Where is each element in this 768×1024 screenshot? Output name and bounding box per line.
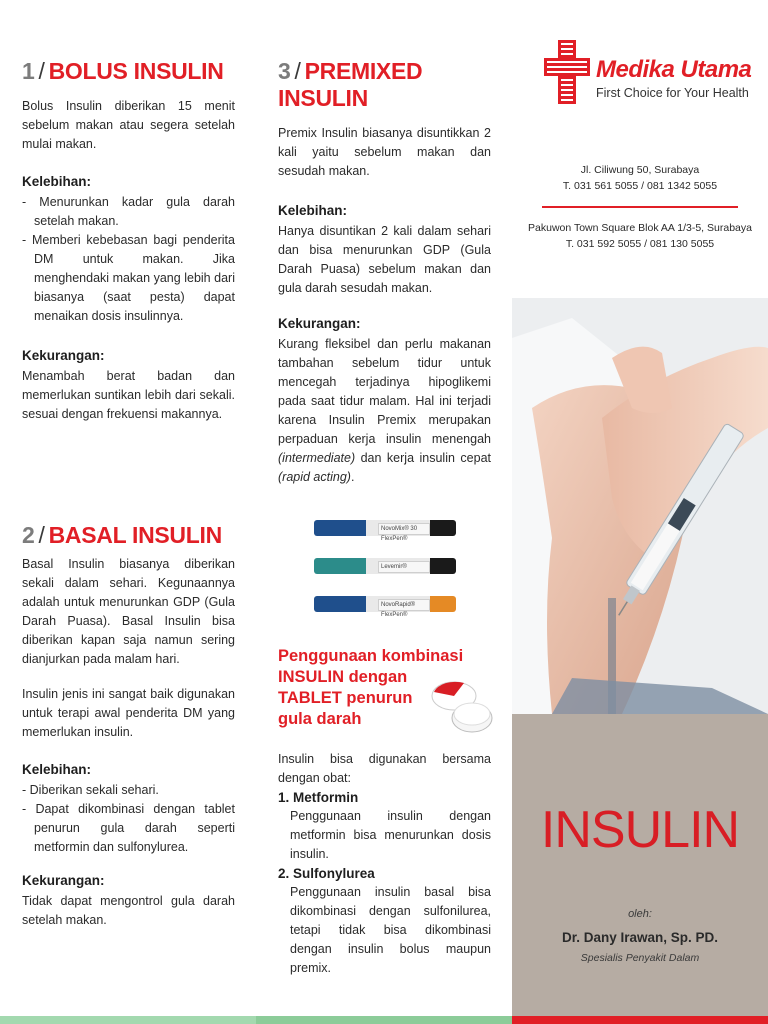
pen-dial bbox=[430, 520, 456, 536]
pen-cap bbox=[314, 558, 366, 574]
pen-cap bbox=[314, 520, 366, 536]
basal-description-2: Insulin jenis ini sangat baik digunakan untuk terapi awal penderita DM yang memerlukan insulin. bbox=[22, 687, 235, 739]
section-bolus bbox=[22, 58, 235, 424]
phone-line: T. 031 592 5055 / 081 130 5055 bbox=[565, 238, 715, 250]
premixed-cons-text: Kurang fleksibel dan perlu makanan tambahan sebelum tidur untuk mencegah terjadinya hipoglikemi pada saat tidur malam. Hal ini terjadi karena Insulin Premix merupakan perpaduan kerja insulin menengah (intermediate) dan kerja insulin cepat (rapid acting). bbox=[278, 337, 491, 484]
author-name: Dr. Dany Irawan, Sp. PD. bbox=[561, 930, 719, 945]
premixed-cons-heading: Kekurangan: bbox=[278, 316, 361, 331]
combination-item-sulfonylurea: 2. Sulfonylurea bbox=[278, 866, 375, 881]
list-item: - Diberikan sekali sehari. bbox=[22, 783, 159, 797]
basal-pros-list bbox=[22, 781, 235, 857]
brand-name: Medika Utama bbox=[596, 56, 752, 83]
pen-dial bbox=[430, 596, 456, 612]
address-line: Jl. Ciliwung 50, Surabaya bbox=[580, 164, 700, 176]
author-role: Spesialis Penyakit Dalam bbox=[580, 952, 700, 964]
author-prefix: oleh: bbox=[628, 908, 652, 920]
divider bbox=[542, 206, 738, 208]
combination-item-metformin: 1. Metformin bbox=[278, 790, 359, 805]
section-number: 1 bbox=[22, 58, 35, 84]
medical-cross-icon bbox=[544, 38, 590, 106]
section-number: 3 bbox=[278, 58, 291, 84]
section-slash: / bbox=[294, 58, 301, 84]
bolus-cons-text: Menambah berat badan dan memerlukan suntikan lebih dari sekali. sesuai dengan frekuensi makannya. bbox=[22, 369, 235, 421]
metformin-description: Penggunaan insulin dengan metformin bisa menurunkan dosis insulin. bbox=[290, 809, 491, 861]
pen-cap bbox=[314, 596, 366, 612]
footer-band-left bbox=[0, 1016, 256, 1024]
combination-heading: Penggunaan kombinasi INSULIN dengan TABLET penurun gula darah bbox=[278, 647, 464, 728]
panel-cover bbox=[512, 0, 768, 1024]
insulin-pen bbox=[314, 596, 456, 618]
address-block-1 bbox=[512, 162, 768, 194]
basal-description: Basal Insulin biasanya diberikan sekali dalam sehari. Kegunaannya adalah untuk menurunkan GDP (Gula Darah Puasa). Basal Insulin bisa diberikan kapan saja namun sering dianjurkan pada malam hari. bbox=[22, 557, 235, 666]
section-number: 2 bbox=[22, 522, 35, 548]
pen-label: NovoMix® 30 FlexPen® bbox=[378, 523, 430, 535]
bolus-pros-heading: Kelebihan: bbox=[22, 174, 92, 189]
brand-tagline: First Choice for Your Health bbox=[596, 86, 749, 100]
address-line: Pakuwon Town Square Blok AA 1/3-5, Surabaya bbox=[528, 222, 752, 234]
list-item: - Menurunkan kadar gula darah setelah makan. bbox=[22, 195, 235, 228]
footer-band-middle bbox=[256, 1016, 512, 1024]
list-item: - Dapat dikombinasi dengan tablet penurun gula darah seperti metformin dan sulfonylurea. bbox=[22, 802, 235, 854]
basal-pros-heading: Kelebihan: bbox=[22, 762, 92, 777]
section-title: PREMIXED INSULIN bbox=[278, 58, 423, 111]
section-premixed bbox=[278, 58, 491, 487]
premixed-pros-heading: Kelebihan: bbox=[278, 203, 348, 218]
section-slash: / bbox=[38, 522, 45, 548]
tablet-pills-icon bbox=[424, 674, 498, 738]
bolus-pros-list bbox=[22, 193, 235, 326]
section-title: BOLUS INSULIN bbox=[48, 58, 224, 84]
insulin-pen bbox=[314, 520, 456, 542]
sulfonylurea-description: Penggunaan insulin basal bisa dikombinasi dengan sulfonilurea, tetapi tidak bisa dikombinasi dengan insulin bolus maupun premix. bbox=[290, 885, 491, 975]
section-title: BASAL INSULIN bbox=[48, 522, 222, 548]
cover-panel bbox=[512, 714, 768, 1016]
phone-line: T. 031 561 5055 / 081 1342 5055 bbox=[562, 180, 718, 192]
bolus-cons-heading: Kekurangan: bbox=[22, 348, 105, 363]
section-combination bbox=[278, 646, 491, 978]
bolus-heading bbox=[22, 58, 235, 85]
emphasis: (rapid acting) bbox=[278, 470, 351, 484]
basal-heading bbox=[22, 522, 235, 549]
combination-intro: Insulin bisa digunakan bersama dengan obat: bbox=[278, 752, 491, 785]
address-block-2 bbox=[512, 220, 768, 252]
cover-title: INSULIN bbox=[540, 801, 740, 859]
emphasis: (intermediate) bbox=[278, 451, 356, 465]
premixed-heading bbox=[278, 58, 491, 112]
section-basal bbox=[22, 522, 235, 930]
section-slash: / bbox=[38, 58, 45, 84]
bolus-description: Bolus Insulin diberikan 15 menit sebelum makan atau segera setelah mulai makan. bbox=[22, 99, 235, 151]
basal-cons-text: Tidak dapat mengontrol gula darah setelah makan. bbox=[22, 894, 235, 927]
premixed-description: Premix Insulin biasanya disuntikkan 2 kali yaitu sebelum makan dan sesudah makan. bbox=[278, 126, 491, 178]
insulin-injection-photo bbox=[512, 298, 768, 714]
list-item: - Memberi kebebasan bagi penderita DM untuk makan. Jika menghendaki makan yang lebih dari biasanya (saat pesta) dapat menaikan dosis insulinnya. bbox=[22, 233, 235, 323]
insulin-pen bbox=[314, 558, 456, 574]
insulin-pens-image bbox=[314, 516, 494, 620]
premixed-pros-text: Hanya disuntikan 2 kali dalam sehari dan bisa menurunkan GDP (Gula Darah Puasa) sebelum makan dan gula darah sesudah makan. bbox=[278, 224, 491, 295]
clinic-logo bbox=[544, 38, 764, 108]
pen-label: Levemir® bbox=[378, 561, 430, 573]
basal-cons-heading: Kekurangan: bbox=[22, 873, 105, 888]
pen-label: NovoRapid® FlexPen® bbox=[378, 599, 430, 611]
footer-band-right bbox=[512, 1016, 768, 1024]
pen-dial bbox=[430, 558, 456, 574]
